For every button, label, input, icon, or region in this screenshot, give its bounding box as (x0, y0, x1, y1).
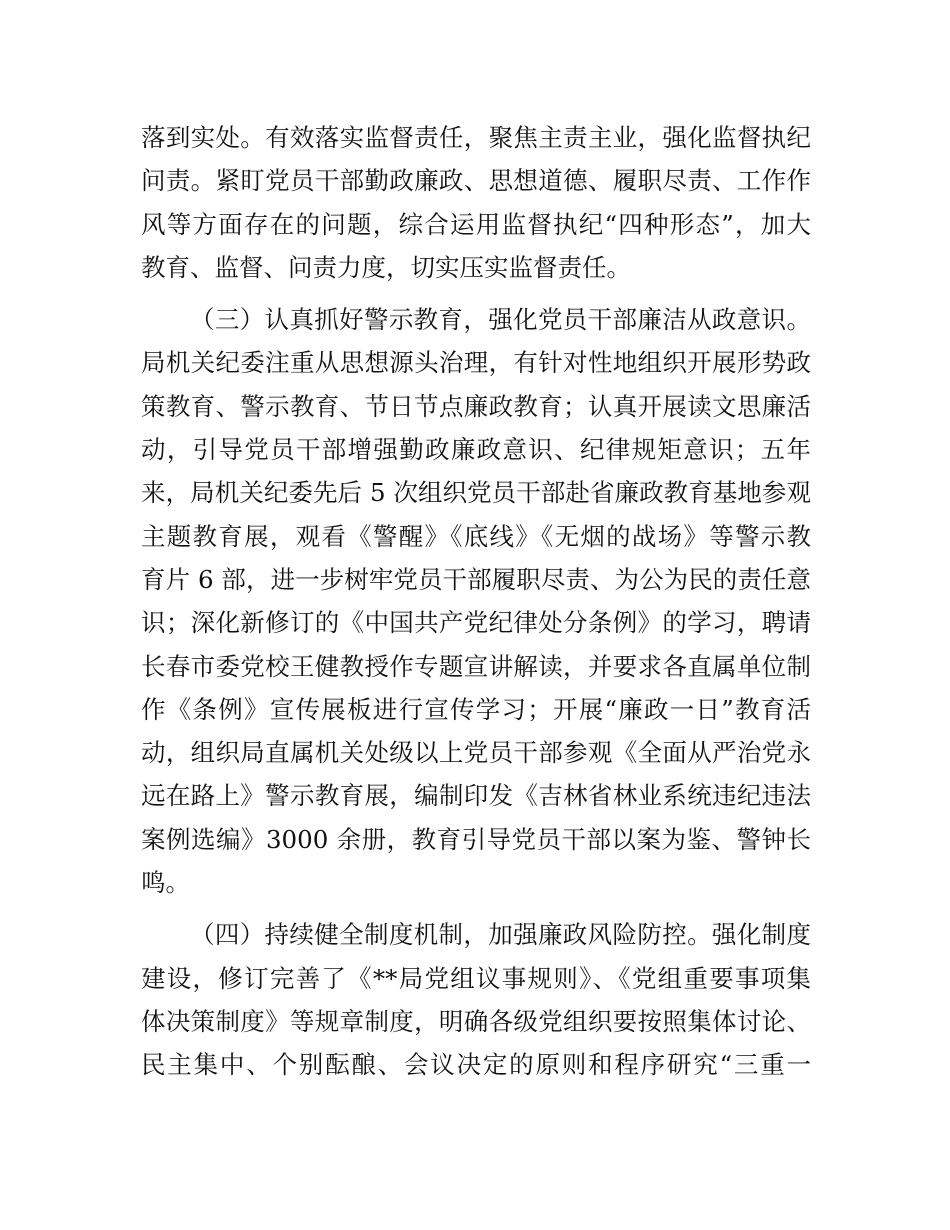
text-line: 动，组织局直属机关处级以上党员干部参观《全面从严治党永 (141, 738, 811, 768)
text-line: 主题教育展，观看《警醒》《底线》《无烟的战场》等警示教 (141, 521, 811, 551)
text-line: 建设，修订完善了《**局党组议事规则》、《党组重要事项集 (141, 963, 811, 993)
document-body (141, 116, 811, 1087)
paragraph-spacer (141, 904, 811, 913)
text-line: 鸣。 (141, 868, 190, 898)
text-line: 策教育、警示教育、节日节点廉政教育；认真开展读文思廉活 (141, 391, 811, 421)
text-line: 案例选编》3000 余册，教育引导党员干部以案为鉴、警钟长 (141, 824, 811, 854)
text-line: 动，引导党员干部增强勤政廉政意识、纪律规矩意识；五年 (141, 435, 811, 465)
text-line: 体决策制度》等规章制度，明确各级党组织要按照集体讨论、 (141, 1006, 811, 1036)
text-line: 育片 6 部，进一步树牢党员干部履职尽责、为公为民的责任意 (141, 564, 811, 594)
paragraph-3 (141, 913, 811, 1086)
text-line: 风等方面存在的问题，综合运用监督执纪“四种形态”，加大 (141, 209, 811, 239)
text-line: （四）持续健全制度机制，加强廉政风险防控。强化制度 (190, 920, 811, 950)
text-line: 长春市委党校王健教授作专题宣讲解读，并要求各直属单位制 (141, 651, 811, 681)
text-line: 局机关纪委注重从思想源头治理，有针对性地组织开展形势政 (141, 348, 811, 378)
text-line: 识；深化新修订的《中国共产党纪律处分条例》的学习，聘请 (141, 608, 811, 638)
text-line: 作《条例》宣传展板进行宣传学习；开展“廉政一日”教育活 (141, 694, 811, 724)
text-line: 问责。紧盯党员干部勤政廉政、思想道德、履职尽责、工作作 (141, 166, 811, 196)
paragraph-spacer (141, 289, 811, 298)
paragraph-1 (141, 116, 811, 289)
text-line: 远在路上》警示教育展，编制印发《吉林省林业系统违纪违法 (141, 781, 811, 811)
text-line: 民主集中、个别酝酿、会议决定的原则和程序研究“三重一 (141, 1050, 811, 1080)
text-line: 落到实处。有效落实监督责任，聚焦主责主业，强化监督执纪 (141, 123, 811, 152)
text-line: 来，局机关纪委先后 5 次组织党员干部赴省廉政教育基地参观 (141, 478, 811, 508)
paragraph-2 (141, 298, 811, 904)
text-line: 教育、监督、问责力度，切实压实监督责任。 (141, 252, 631, 282)
text-line: （三）认真抓好警示教育，强化党员干部廉洁从政意识。 (190, 305, 811, 335)
